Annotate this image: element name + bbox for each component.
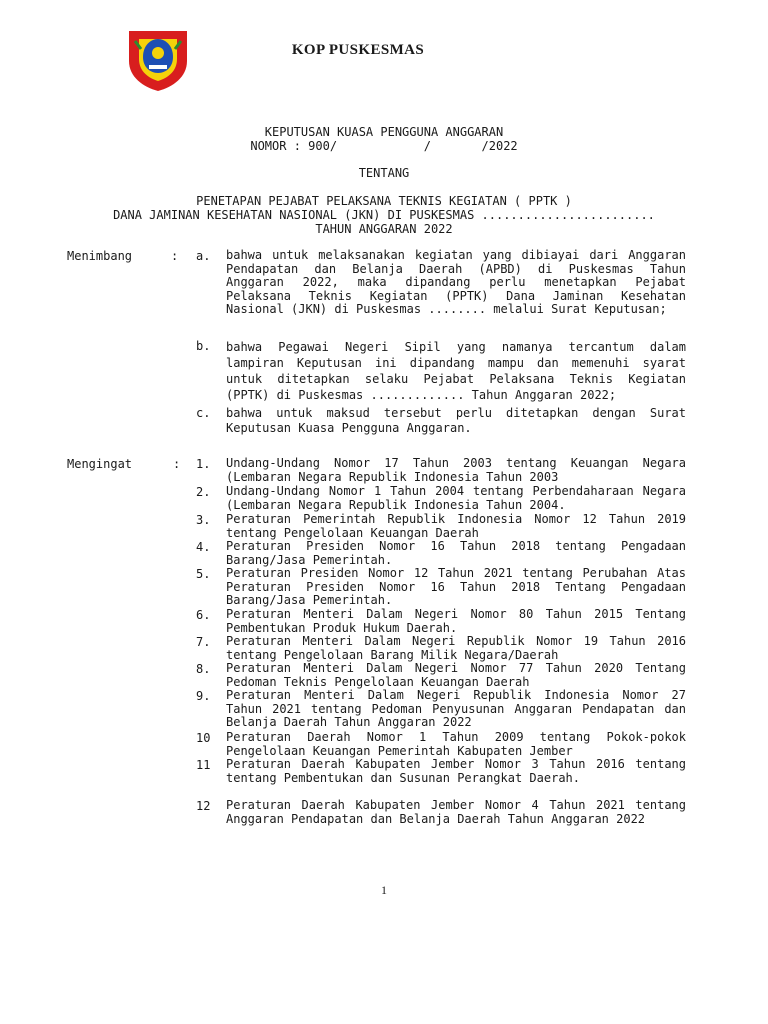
mengingat-item: Peraturan Menteri Dalam Negeri Republik Nomor 19 Tahun 2016 tentang Pengelolaan Barang Milik Negara/Daerah	[226, 634, 686, 662]
mengingat-marker: 7.	[196, 635, 211, 649]
mengingat-marker: 4.	[196, 540, 211, 554]
mengingat-marker: 3.	[196, 513, 211, 527]
menimbang-label: Menimbang	[67, 249, 133, 263]
mengingat-marker: 12	[196, 799, 211, 813]
mengingat-marker: 6.	[196, 608, 211, 622]
mengingat-marker: 2.	[196, 485, 211, 499]
mengingat-item: Undang-Undang Nomor 1 Tahun 2004 tentang Perbendaharaan Negara (Lembaran Negara Republik Indonesia Tahun 2004.	[226, 484, 686, 512]
decree-title: KEPUTUSAN KUASA PENGGUNA ANGGARAN	[264, 125, 504, 139]
mengingat-marker: 9.	[196, 689, 211, 703]
subject-line-3: TAHUN ANGGARAN 2022	[315, 222, 453, 236]
menimbang-marker: c.	[196, 406, 211, 420]
menimbang-marker: a.	[196, 249, 211, 263]
mengingat-colon: :	[173, 457, 181, 471]
mengingat-label: Mengingat	[67, 457, 133, 471]
mengingat-item: Undang-Undang Nomor 17 Tahun 2003 tentang Keuangan Negara (Lembaran Negara Republik Indonesia Tahun 2003	[226, 456, 686, 484]
mengingat-item: Peraturan Daerah Kabupaten Jember Nomor 4 Tahun 2021 tentang Anggaran Pendapatan dan Belanja Daerah Tahun Anggaran 2022	[226, 798, 686, 826]
mengingat-item: Peraturan Daerah Nomor 1 Tahun 2009 tentang Pokok-pokok Pengelolaan Keuangan Pemerintah Kabupaten Jember	[226, 730, 686, 758]
mengingat-item: Peraturan Presiden Nomor 16 Tahun 2018 tentang Pengadaan Barang/Jasa Pemerintah.	[226, 539, 686, 567]
mengingat-item: Peraturan Menteri Dalam Negeri Nomor 77 Tahun 2020 Tentang Pedoman Teknis Pengelolaan Keuangan Daerah	[226, 661, 686, 689]
mengingat-marker: 10	[196, 731, 211, 745]
menimbang-item: bahwa untuk maksud tersebut perlu ditetapkan dengan Surat Keputusan Kuasa Pengguna Anggaran.	[226, 406, 686, 435]
tentang-heading: TENTANG	[358, 166, 410, 180]
subject-line-2: DANA JAMINAN KESEHATAN NASIONAL (JKN) DI PUSKESMAS ........................	[113, 208, 655, 222]
mengingat-item: Peraturan Pemerintah Republik Indonesia Nomor 12 Tahun 2019 tentang Pengelolaan Keuangan Daerah	[226, 512, 686, 540]
mengingat-marker: 11	[196, 758, 211, 772]
decree-number: NOMOR : 900/ / /2022	[250, 139, 518, 153]
menimbang-marker: b.	[196, 339, 211, 353]
subject-line-1: PENETAPAN PEJABAT PELAKSANA TEKNIS KEGIATAN ( PPTK )	[196, 194, 572, 208]
letterhead-title: KOP PUSKESMAS	[291, 42, 425, 58]
page-number: 1	[381, 883, 387, 897]
mengingat-marker: 5.	[196, 567, 211, 581]
mengingat-item: Peraturan Daerah Kabupaten Jember Nomor 3 Tahun 2016 tentang tentang Pembentukan dan Susunan Perangkat Daerah.	[226, 757, 686, 785]
district-emblem-logo	[125, 27, 191, 93]
mengingat-item: Peraturan Presiden Nomor 12 Tahun 2021 tentang Perubahan Atas Peraturan Presiden Nomor 16 Tahun 2018 Tentang Pengadaan Barang/Jasa Pemerintah.	[226, 566, 686, 608]
mengingat-item: Peraturan Menteri Dalam Negeri Nomor 80 Tahun 2015 Tentang Pembentukan Produk Hukum Daerah.	[226, 607, 686, 635]
menimbang-item: bahwa Pegawai Negeri Sipil yang namanya tercantum dalam lampiran Keputusan ini dipandang mampu dan memenuhi syarat untuk ditetapkan selaku Pejabat Pelaksana Teknis Kegiatan (PPTK) di Puskesmas ............. Tahun Anggaran 2022;	[226, 340, 686, 402]
mengingat-item: Peraturan Menteri Dalam Negeri Republik Indonesia Nomor 27 Tahun 2021 tentang Pedoman Penyusunan Anggaran Pendapatan dan Belanja Daerah Tahun Anggaran 2022	[226, 688, 686, 730]
menimbang-colon: :	[171, 249, 179, 263]
mengingat-marker: 1.	[196, 457, 211, 471]
menimbang-item: bahwa untuk melaksanakan kegiatan yang dibiayai dari Anggaran Pendapatan dan Belanja Daerah (APBD) di Puskesmas Tahun Anggaran 2022, maka dipandang perlu menetapkan Pejabat Pelaksana Teknis Kegiatan (PPTK) Dana Jaminan Kesehatan Nasional (JKN) di Puskesmas ........ melalui Surat Keputusan;	[226, 248, 686, 317]
mengingat-marker: 8.	[196, 662, 211, 676]
